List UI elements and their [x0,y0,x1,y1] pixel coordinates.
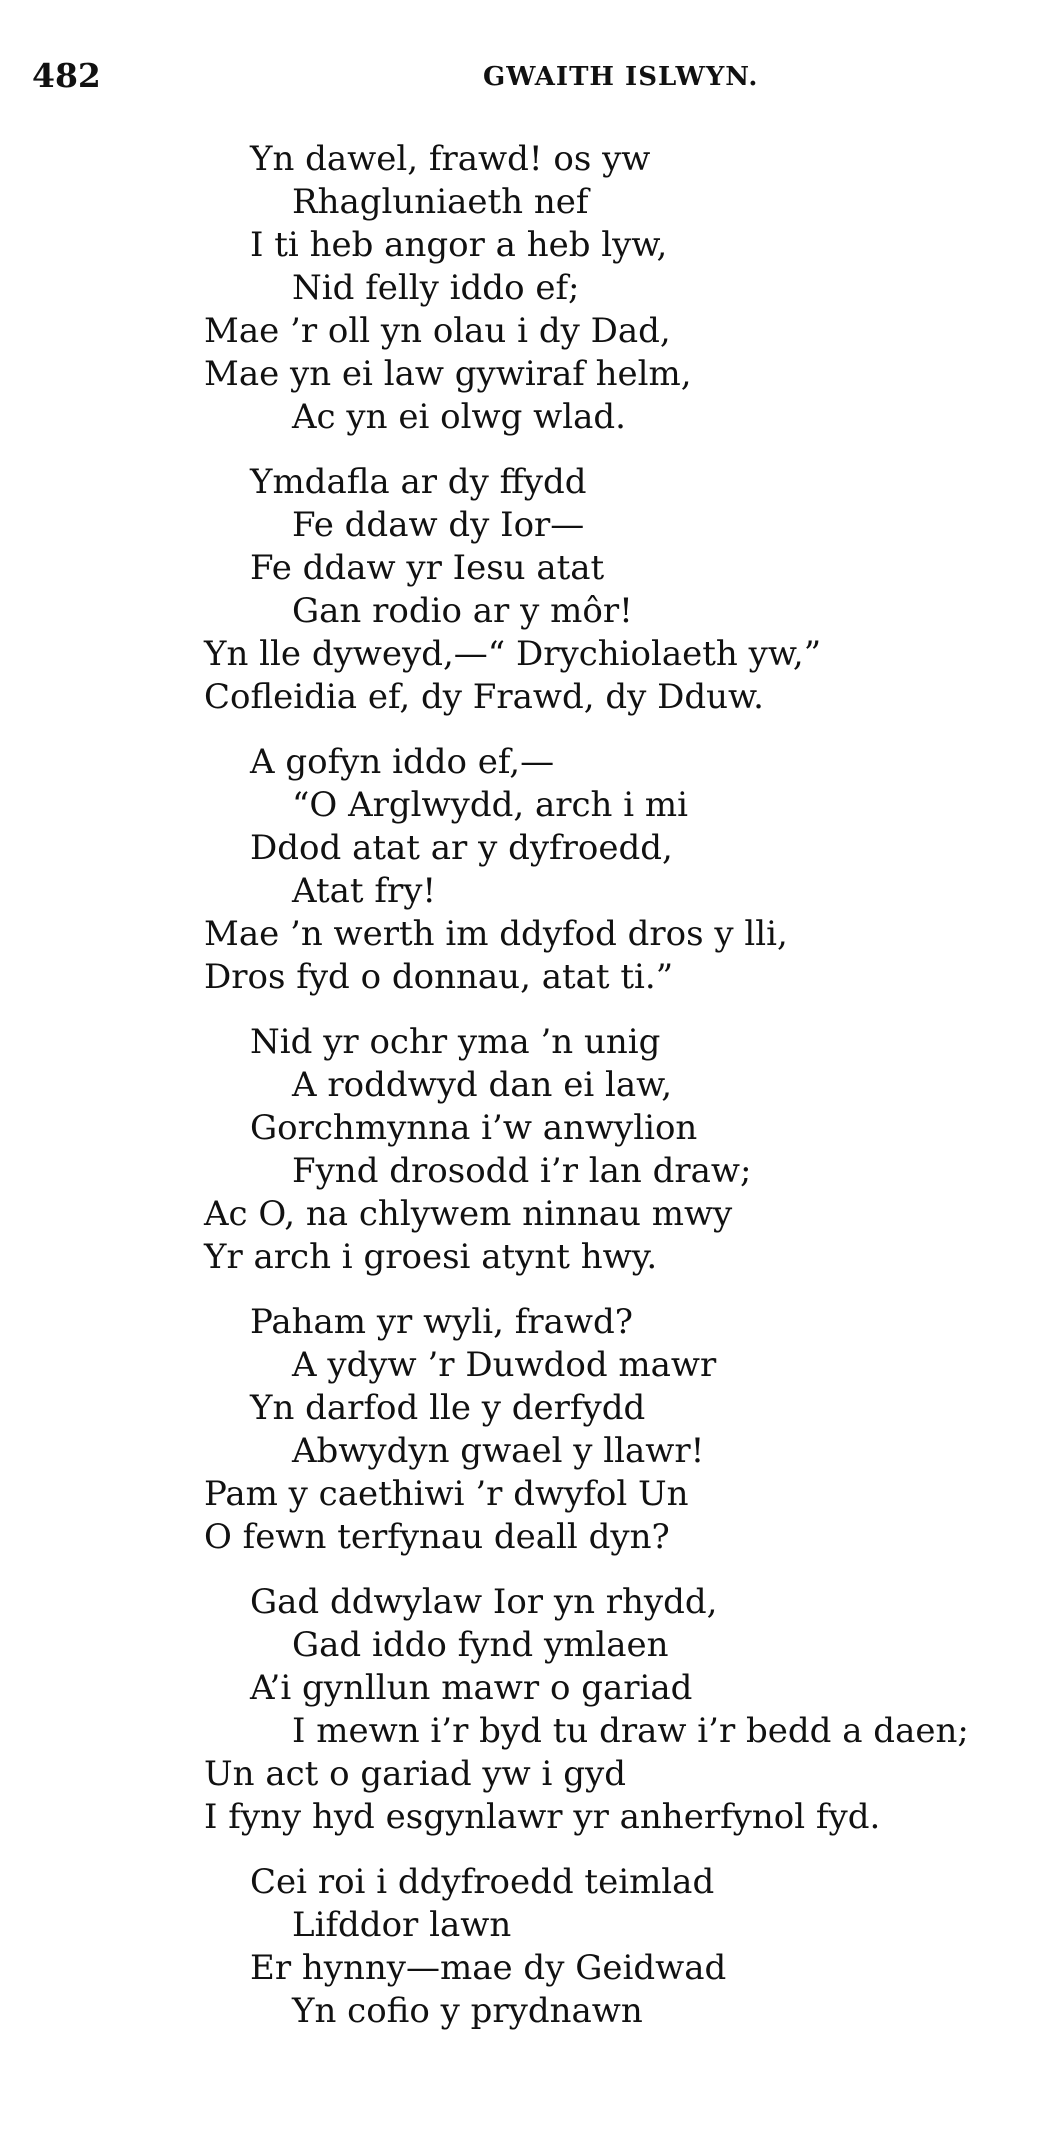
poem-line: Gorchmynna i’w anwylion [250,1108,698,1148]
poem-line: Dros fyd o donnau, atat ti.” [204,957,674,997]
poem-line: Ac O, na chlywem ninnau mwy [204,1194,733,1234]
poem-line: Yn darfod lle y derfydd [250,1388,646,1428]
poem-line: A’i gynllun mawr o gariad [250,1668,693,1708]
poem-line: Fe ddaw dy Ior— [292,505,585,545]
poem-line: A ydyw ’r Duwdod mawr [292,1345,717,1385]
poem-line: Lifddor lawn [292,1905,512,1945]
stanza [204,138,1044,439]
poem-line: Abwydyn gwael y llawr! [292,1431,705,1471]
poem-line: Atat fry! [292,871,437,911]
poem-line: Er hynny—mae dy Geidwad [250,1948,727,1988]
poem-line: Yn dawel, frawd! os yw [250,139,651,179]
stanza [204,1021,1044,1279]
poem-line: Cofleidia ef, dy Frawd, dy Dduw. [204,677,764,717]
poem-line: Pam y caethiwi ’r dwyfol Un [204,1474,689,1514]
poem-body [204,138,1044,2055]
poem-line: Rhagluniaeth nef [292,182,589,222]
poem-line: Gad ddwylaw Ior yn rhydd, [250,1582,718,1622]
poem-line: Fe ddaw yr Iesu atat [250,548,605,588]
poem-line: Ddod atat ar y dyfroedd, [250,828,673,868]
poem-line: O fewn terfynau deall dyn? [204,1517,670,1557]
stanza [204,741,1044,999]
page-number: 482 [32,56,101,95]
running-title: GWAITH ISLWYN. [483,62,759,92]
poem-line: Nid yr ochr yma ’n unig [250,1022,661,1062]
stanza [204,1301,1044,1559]
poem-line: Mae ’n werth im ddyfod dros y lli, [204,914,788,954]
poem-line: I ti heb angor a heb lyw, [250,225,668,265]
poem-line: Nid felly iddo ef; [292,268,580,308]
poem-line: Ymdafla ar dy ffydd [250,462,587,502]
poem-line: Mae ’r oll yn olau i dy Dad, [204,311,671,351]
poem-line: Gad iddo fynd ymlaen [292,1625,669,1665]
page-header [0,56,1055,96]
poem-line: I fyny hyd esgynlawr yr anherfynol fyd. [204,1797,881,1837]
poem-line: Yr arch i groesi atynt hwy. [204,1237,658,1277]
stanza [204,461,1044,719]
poem-line: Paham yr wyli, frawd? [250,1302,633,1342]
poem-line: Ac yn ei olwg wlad. [292,397,626,437]
poem-line: Mae yn ei law gywiraf helm, [204,354,692,394]
poem-line: Un act o gariad yw i gyd [204,1754,626,1794]
poem-line: Fynd drosodd i’r lan draw; [292,1151,752,1191]
poem-line: I mewn i’r byd tu draw i’r bedd a daen; [292,1711,969,1751]
poem-line: “O Arglwydd, arch i mi [292,785,689,825]
poem-line: Gan rodio ar y môr! [292,591,633,631]
stanza [204,1581,1044,1839]
stanza [204,1861,1044,2033]
poem-line: Yn lle dyweyd,—“ Drychiolaeth yw,” [204,634,822,674]
poem-line: A roddwyd dan ei law, [292,1065,673,1105]
poem-line: Yn cofio y prydnawn [292,1991,643,2031]
poem-line: A gofyn iddo ef,— [250,742,555,782]
poem-line: Cei roi i ddyfroedd teimlad [250,1862,715,1902]
